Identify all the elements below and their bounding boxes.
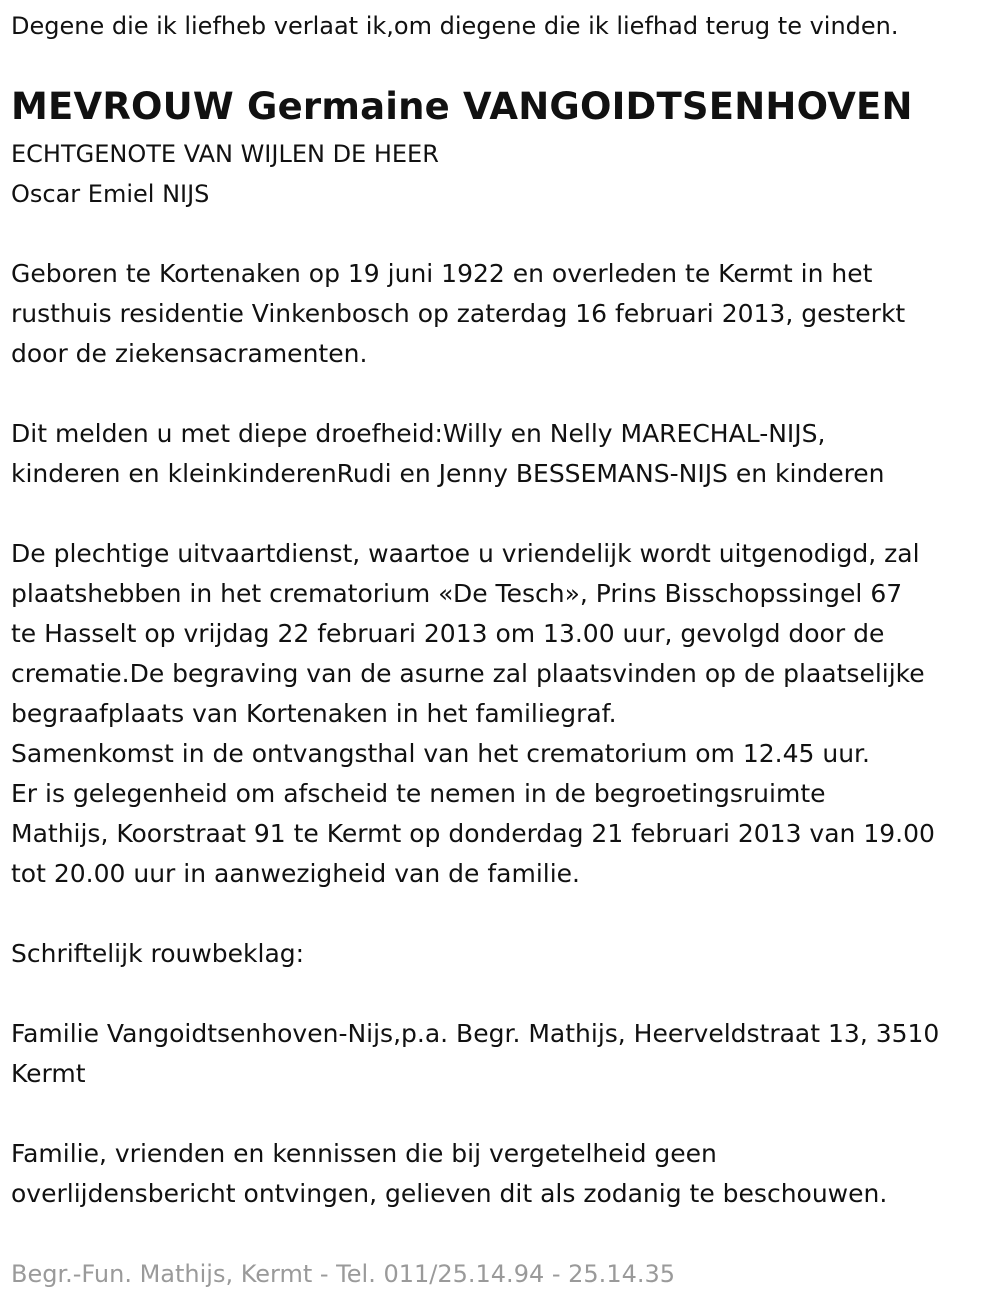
closing-line: Familie, vrienden en kennissen die bij vergetelheid geen — [11, 1139, 717, 1168]
service-line: begraafplaats van Kortenaken in het familiegraf. — [11, 699, 617, 728]
spouse-line: ECHTGENOTE VAN WIJLEN DE HEER — [11, 140, 439, 168]
deceased-name: MEVROUW Germaine VANGOIDTSENHOVEN — [11, 85, 913, 128]
birth-death-line: door de ziekensacramenten. — [11, 339, 368, 368]
birth-death-line: rusthuis residentie Vinkenbosch op zaterdag 16 februari 2013, gesterkt — [11, 299, 906, 328]
service-line: Samenkomst in de ontvangsthal van het crematorium om 12.45 uur. — [11, 739, 870, 768]
closing-line: overlijdensbericht ontvingen, gelieven dit als zodanig te beschouwen. — [11, 1179, 888, 1208]
service-line: te Hasselt op vrijdag 22 februari 2013 om 13.00 uur, gevolgd door de — [11, 619, 885, 648]
service-line: Er is gelegenheid om afscheid te nemen in de begroetingsruimte — [11, 779, 826, 808]
spouse-name: Oscar Emiel NIJS — [11, 180, 210, 208]
service-line: De plechtige uitvaartdienst, waartoe u vriendelijk wordt uitgenodigd, zal — [11, 539, 920, 568]
service-line: Mathijs, Koorstraat 91 te Kermt op donderdag 21 februari 2013 van 19.00 — [11, 819, 935, 848]
service-line: crematie.De begraving van de asurne zal plaatsvinden op de plaatselijke — [11, 659, 925, 688]
opening-quote: Degene die ik liefheb verlaat ik,om diegene die ik liefhad terug te vinden. — [11, 12, 899, 40]
service-line: plaatshebben in het crematorium «De Tesch», Prins Bisschopssingel 67 — [11, 579, 903, 608]
condolences-heading: Schriftelijk rouwbeklag: — [11, 939, 305, 968]
family-line: Dit melden u met diepe droefheid:Willy en Nelly MARECHAL-NIJS, — [11, 419, 826, 448]
service-line: tot 20.00 uur in aanwezigheid van de familie. — [11, 859, 580, 888]
funeral-home-footer: Begr.-Fun. Mathijs, Kermt - Tel. 011/25.14.94 - 25.14.35 — [11, 1260, 676, 1288]
birth-death-line: Geboren te Kortenaken op 19 juni 1922 en overleden te Kermt in het — [11, 259, 873, 288]
family-line: kinderen en kleinkinderenRudi en Jenny BESSEMANS-NIJS en kinderen — [11, 459, 885, 488]
condolences-address-line: Kermt — [11, 1059, 86, 1088]
condolences-address-line: Familie Vangoidtsenhoven-Nijs,p.a. Begr. Mathijs, Heerveldstraat 13, 3510 — [11, 1019, 940, 1048]
